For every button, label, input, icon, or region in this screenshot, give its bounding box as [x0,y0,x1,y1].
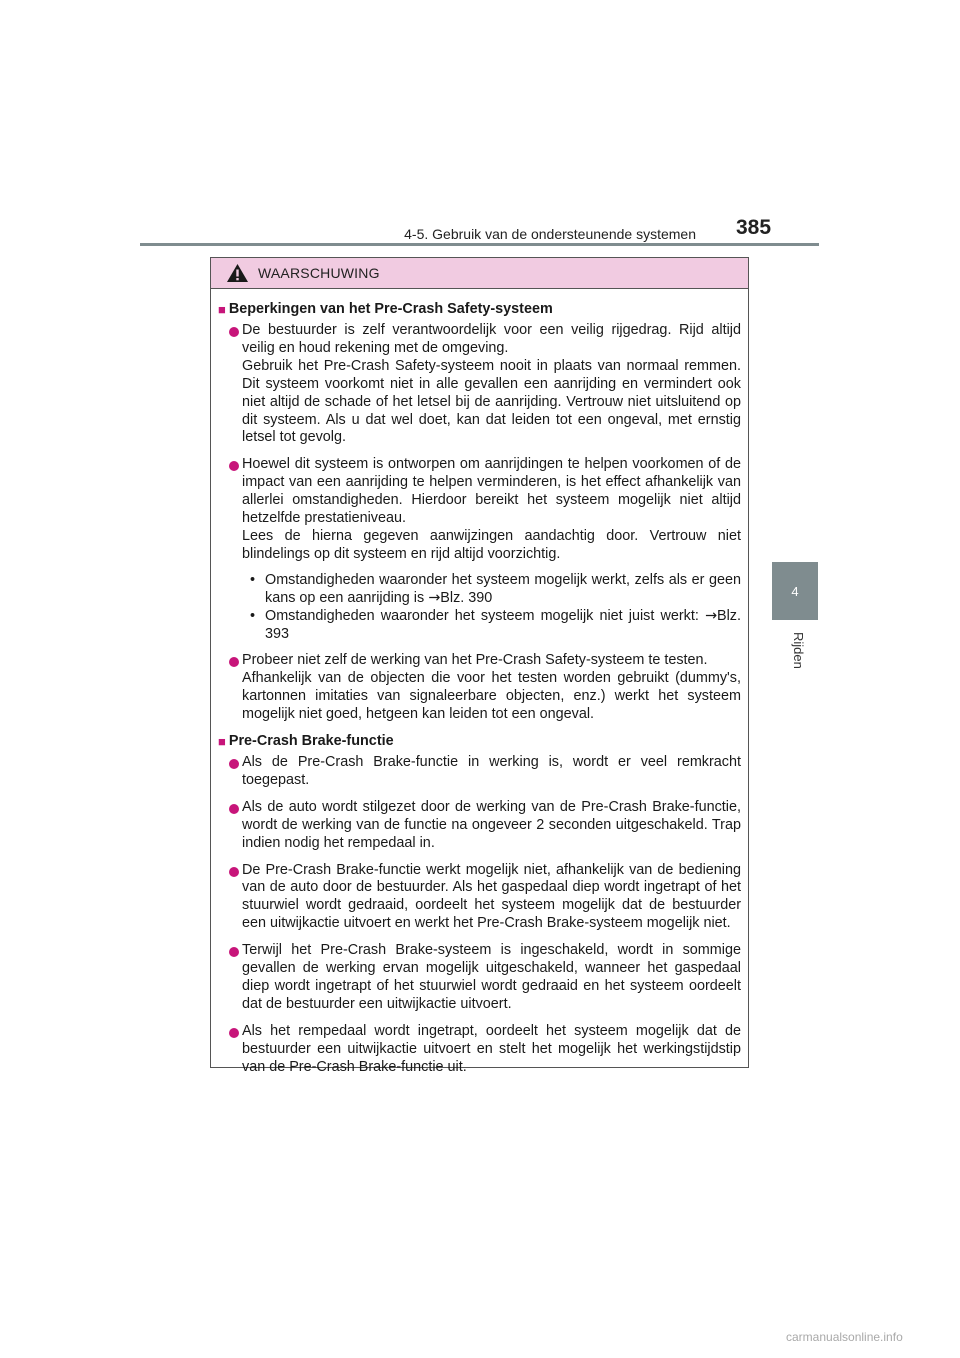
bullet-text: Als de Pre-Crash Brake-functie in werking is, wordt er veel remkracht toegepast. [242,754,741,788]
bullet-item [229,322,741,447]
section-title-text: Beperkingen van het Pre-Crash Safety-systeem [228,301,553,317]
bullet-dot-icon [229,327,236,334]
warning-triangle-icon [226,263,249,283]
bullet-item [229,456,741,643]
section-title-text: Pre-Crash Brake-functie [228,733,394,750]
bullet-dot-icon [229,657,236,664]
bullet-text: De Pre-Crash Brake-functie werkt mogelijk niet, afhankelijk van de bediening van de auto door de bestuurder. Als het gaspedaal diep wordt ingetrapt of het stuurwiel wordt gedraaid, oordeelt het systeem mogelijk dat de bestuurder een uitwijkactie uitvoert en werkt het Pre-Crash Brake-systeem mogelijk niet. [242,861,741,932]
bullet-text: Als de auto wordt stilgezet door de werking van de Pre-Crash Brake-functie, wordt de werking van de functie na ongeveer 2 seconden uitgeschakeld. Trap indien nodig het rempedaal in. [242,798,741,851]
chapter-tab-number: 4 [791,583,799,599]
watermark: carmanualsonline.info [786,1330,903,1344]
sub-item [250,572,741,608]
page-number: 385 [736,216,772,239]
bullet-item [229,754,741,790]
bullet-item [229,652,741,724]
warning-box [210,257,749,1075]
page-reference-link[interactable]: Blz. 390 [440,589,493,606]
bullet-item [229,942,741,1014]
warning-title: WAARSCHUWING [258,265,380,281]
arrow-right-icon: → [704,607,717,624]
section-title [218,301,741,319]
section-title [218,733,741,751]
header-rule [140,243,819,246]
bullet-text: Als het rempedaal wordt ingetrapt, oordeelt het systeem mogelijk dat de bestuurder een uitwijkactie uitvoert en stelt het mogelijk het werkingstijdstip van de Pre-Crash Brake-functie uit. [242,1022,741,1075]
bullet-text [242,322,741,447]
paragraph: Gebruik het Pre-Crash Safety-systeem nooit in plaats van normaal remmen. Dit systeem voorkomt niet in alle gevallen een aanrijding en vermindert ook niet altijd de schade of het letsel bij de aanrijding. Vertrouw niet uitsluitend op dit systeem. Als u dat wel doet, kan dat leiden tot een ongeval, met ernstig letsel tot gevolg. [242,357,741,446]
warning-header [211,258,748,289]
warning-body [211,289,748,1077]
sub-item-text [265,608,741,644]
section-square-icon: ■ [218,734,226,750]
bullet-dot-icon [229,804,236,811]
bullet-text [242,652,741,724]
sub-item-label: Omstandigheden waaronder het systeem mogelijk niet juist werkt: [265,607,699,624]
bullet-dot-icon [229,867,236,874]
paragraph: De bestuurder is zelf verantwoordelijk voor een veilig rijgedrag. Rijd altijd veilig en houd rekening met de omgeving. [242,322,741,356]
running-header-section: 4-5. Gebruik van de ondersteunende systemen [404,226,696,242]
bullet-text [242,456,741,643]
bullet-dot-icon [229,461,236,468]
bullet-item [229,799,741,853]
sub-bullet-icon: • [250,607,256,624]
paragraph: Probeer niet zelf de werking van het Pre-Crash Safety-systeem te testen. [242,652,708,669]
section-square-icon: ■ [218,302,226,317]
sub-item [250,608,741,644]
paragraph: Lees de hierna gegeven aanwijzingen aandachtig door. Vertrouw niet blindelings op dit systeem en rijd altijd voorzichtig. [242,527,741,562]
bullet-item [229,862,741,934]
bullet-text: Terwijl het Pre-Crash Brake-systeem is ingeschakeld, wordt in sommige gevallen de werking ervan mogelijk uitgeschakeld, wanneer het gaspedaal diep wordt ingetrapt of het stuurwiel wordt gedraaid en het systeem oordeelt dat de bestuurder een uitwijkactie uitvoert. [242,942,741,1012]
sub-item-text [265,572,741,608]
arrow-right-icon: → [428,589,441,606]
bullet-dot-icon [229,947,236,954]
paragraph: Afhankelijk van de objecten die voor het testen worden gebruikt (dummy's, kartonnen imitaties van signaleerbare objecten, enz.) werkt het systeem mogelijk niet goed, hetgeen kan leiden tot een ongeval. [242,670,741,723]
chapter-side-label: Rijden [791,632,806,669]
bullet-dot-icon [229,759,236,766]
bullet-dot-icon [229,1028,236,1035]
page-reference-link[interactable]: Blz. 393 [265,607,741,642]
sub-item-label: Omstandigheden waaronder het systeem mogelijk werkt, zelfs als er geen kans op een aanrijding is [265,571,741,606]
bullet-item [229,1023,741,1077]
chapter-tab[interactable] [772,562,818,620]
sub-bullet-icon: • [250,571,256,588]
paragraph: Hoewel dit systeem is ontworpen om aanrijdingen te helpen voorkomen of de impact van een aanrijding te helpen verminderen, is het effect afhankelijk van allerlei omstandigheden. Hierdoor bereikt het systeem mogelijk niet altijd hetzelfde prestatieniveau. [242,456,741,527]
